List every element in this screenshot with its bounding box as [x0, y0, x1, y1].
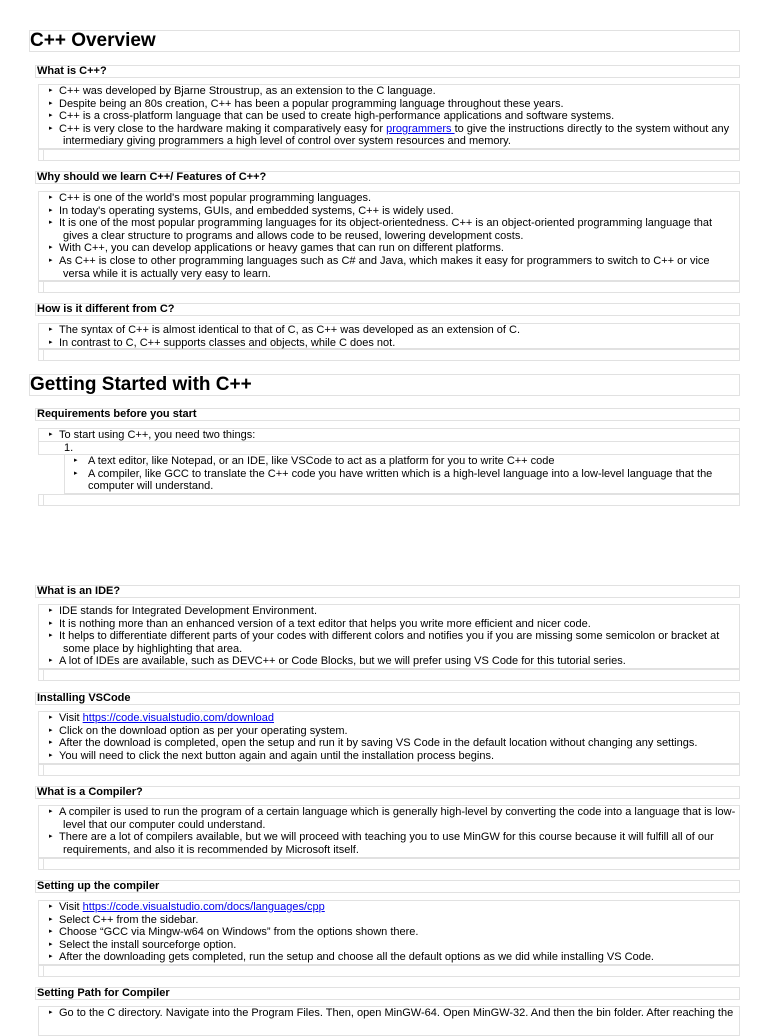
programmers-link[interactable]: programmers — [386, 122, 455, 135]
list-item: ▸ As C++ is close to other programming languages such as C# and Java, which makes it easy for programmers to switch to C++ or vice versa while it is actually very easy to learn. — [49, 254, 710, 280]
list-item: ▸ Click on the download option as per your operating system. — [49, 724, 348, 737]
list-item: ▸ It helps to differentiate different parts of your codes with different colors and notifies you if you are missing some semicolon or bracket at some place by highlighting that area. — [49, 630, 720, 655]
bullet-icon: ▸ — [49, 244, 53, 252]
spacer — [38, 858, 740, 870]
list-ide — [38, 604, 740, 669]
list-item: ▸ C++ is very close to the hardware making it comparatively easy for programmers to give the instructions directly to the system without any intermediary giving programmers a high level of control over system resources and memory. — [49, 122, 730, 148]
vscode-download-link[interactable]: https://code.visualstudio.com/download — [82, 712, 275, 724]
bullet-icon: ▸ — [49, 431, 53, 438]
list-item: ▸ A compiler is used to run the program of a certain language which is generally high-level by converting the code into a language that is low- level that our computer could understand. — [49, 806, 736, 831]
bullet-icon: ▸ — [49, 903, 53, 910]
bullet-icon: ▸ — [49, 206, 53, 214]
list-path — [38, 1006, 740, 1036]
bullet-icon: ▸ — [49, 657, 53, 665]
cpp-docs-link[interactable]: https://code.visualstudio.com/docs/languages/cpp — [82, 901, 325, 913]
spacer — [38, 764, 740, 776]
heading-why: Why should we learn C++/ Features of C++? — [35, 171, 740, 184]
list-item: ▸ A lot of IDEs are available, such as DEVC++ or Code Blocks, but we will prefer using VS Code for this tutorial series. — [49, 655, 626, 668]
list-item: ▸ It is one of the most popular programming languages for its object-orientedness. C++ is an object-oriented programming language that gives a clear structure to programs and allows code to be reused, lowering development costs. — [49, 217, 713, 242]
list-setup — [38, 900, 740, 965]
bullet-icon: ▸ — [49, 1009, 53, 1016]
bullet-icon: ▸ — [49, 256, 53, 264]
section-title-getting-started: Getting Started with C++ — [29, 374, 740, 396]
list-item: ▸ Go to the C directory. Navigate into the Program Files. Then, open MinGW-64. Open MinGW-32. And then the bin folder. After reaching the — [49, 1007, 734, 1019]
bullet-icon: ▸ — [49, 928, 53, 936]
bullet-icon: ▸ — [49, 112, 53, 120]
list-diff — [38, 323, 740, 349]
list-item: ▸ Despite being an 80s creation, C++ has been a popular programming language throughout these years. — [49, 97, 564, 110]
bullet-icon: ▸ — [74, 469, 78, 477]
spacer — [38, 349, 740, 361]
bullet-icon: ▸ — [49, 632, 53, 640]
list-item: ▸ It is nothing more than an enhanced version of a text editor that helps you write more efficient and nicer code. — [49, 617, 591, 630]
list-item: ▸ With C++, you can develop applications or heavy games that can run on different platforms. — [49, 242, 504, 255]
heading-setup: Setting up the compiler — [35, 880, 740, 893]
bullet-icon: ▸ — [49, 326, 53, 333]
spacer — [38, 669, 740, 681]
list-item: ▸ In today's operating systems, GUIs, and embedded systems, C++ is widely used. — [49, 204, 454, 217]
list-item: ▸ To start using C++, you need two things: — [49, 429, 256, 441]
bullet-icon: ▸ — [49, 619, 53, 627]
bullet-icon: ▸ — [74, 457, 78, 464]
list-item: ▸ There are a lot of compilers available, but we will proceed with teaching you to use MinGW for this course because it will fulfill all of our requirements, and also it is recommended by Microsoft itself. — [49, 831, 714, 856]
heading-what-is: What is C++? — [35, 65, 740, 78]
bullet-icon: ▸ — [49, 607, 53, 614]
bullet-icon: ▸ — [49, 833, 53, 841]
list-compiler — [38, 805, 740, 858]
spacer — [38, 494, 740, 506]
bullet-icon: ▸ — [49, 124, 53, 132]
bullet-icon: ▸ — [49, 338, 53, 346]
bullet-icon: ▸ — [49, 953, 53, 961]
bullet-icon: ▸ — [49, 751, 53, 759]
list-item: ▸ Select the install sourceforge option. — [49, 938, 237, 951]
list-item: ▸ Visit https://code.visualstudio.com/docs/languages/cpp — [49, 901, 325, 913]
heading-path: Setting Path for Compiler — [35, 987, 740, 1000]
bullet-icon: ▸ — [49, 808, 53, 815]
heading-vscode: Installing VSCode — [35, 692, 740, 705]
bullet-icon: ▸ — [49, 99, 53, 107]
list-item: ▸ Choose “GCC via Mingw-w64 on Windows” from the options shown there. — [49, 926, 419, 939]
list-what-is — [38, 84, 740, 149]
list-item: ▸ You will need to click the next button again and again until the installation process begins. — [49, 749, 494, 762]
bullet-icon: ▸ — [49, 915, 53, 923]
list-item: ▸ After the download is completed, open the setup and run it by saving VS Code in the default location without changing any settings. — [49, 737, 698, 750]
list-item: ▸ C++ is one of the world's most popular programming languages. — [49, 192, 372, 204]
list-requirements-nested — [64, 454, 740, 494]
list-vscode — [38, 711, 740, 764]
heading-diff: How is it different from C? — [35, 303, 740, 316]
list-item: ▸ After the downloading gets completed, run the setup and choose all the default options as we did while installing VS Code. — [49, 951, 654, 964]
spacer — [38, 965, 740, 977]
bullet-icon: ▸ — [49, 194, 53, 201]
list-item: ▸ Select C++ from the sidebar. — [49, 913, 199, 926]
list-item: ▸ Visit https://code.visualstudio.com/download — [49, 712, 275, 724]
heading-ide: What is an IDE? — [35, 585, 740, 598]
bullet-icon: ▸ — [49, 219, 53, 227]
spacer — [38, 281, 740, 293]
bullet-icon: ▸ — [49, 940, 53, 948]
list-item: ▸ C++ was developed by Bjarne Stroustrup, as an extension to the C language. — [49, 85, 436, 97]
bullet-icon: ▸ — [49, 739, 53, 747]
heading-compiler: What is a Compiler? — [35, 786, 740, 799]
bullet-icon: ▸ — [49, 87, 53, 94]
numbered-row: 1. — [38, 441, 740, 455]
list-item: ▸ In contrast to C, C++ supports classes and objects, while C does not. — [49, 336, 396, 349]
list-item: ▸ A text editor, like Notepad, or an IDE, like VSCode to act as a platform for you to write C++ code — [74, 455, 555, 467]
spacer — [38, 149, 740, 161]
list-why — [38, 191, 740, 281]
list-item: ▸ IDE stands for Integrated Development Environment. — [49, 605, 318, 617]
list-item: ▸ A compiler, like GCC to translate the C++ code you have written which is a high-level language into a low-level language that the computer will understand. — [74, 467, 713, 493]
bullet-icon: ▸ — [49, 714, 53, 721]
list-item: ▸ C++ is a cross-platform language that can be used to create high-performance applications and software systems. — [49, 110, 615, 123]
bullet-icon: ▸ — [49, 726, 53, 734]
list-item: ▸ The syntax of C++ is almost identical to that of C, as C++ was developed as an extension of C. — [49, 324, 521, 336]
list-requirements — [38, 428, 740, 442]
section-title-overview: C++ Overview — [29, 30, 740, 52]
heading-requirements: Requirements before you start — [35, 408, 740, 421]
